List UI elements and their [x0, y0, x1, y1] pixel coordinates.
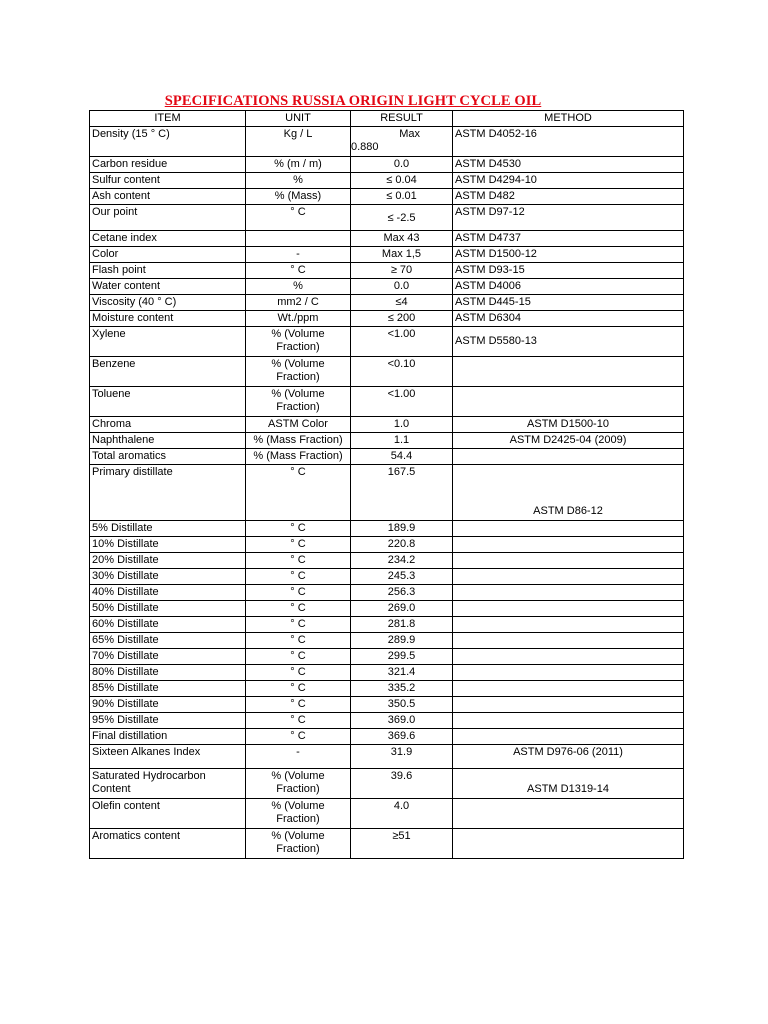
- result-cell: 299.5: [351, 649, 453, 665]
- table-row: [90, 799, 684, 829]
- table-row: [90, 537, 684, 553]
- unit-cell: %: [246, 279, 351, 295]
- item-cell: Flash point: [90, 263, 246, 279]
- method-cell: ASTM D86-12: [453, 465, 684, 521]
- table-row: [90, 829, 684, 859]
- item-cell: 65% Distillate: [90, 633, 246, 649]
- method-cell: [453, 617, 684, 633]
- header-item: ITEM: [90, 111, 246, 127]
- unit-line: Fraction): [276, 341, 320, 353]
- method-cell: ASTM D4052-16: [453, 127, 684, 157]
- item-cell: 60% Distillate: [90, 617, 246, 633]
- method-cell: [453, 729, 684, 745]
- unit-cell: Wt./ppm: [246, 311, 351, 327]
- unit-cell: %: [246, 173, 351, 189]
- method-cell: [453, 633, 684, 649]
- header-row: [90, 111, 684, 127]
- result-cell: 0.0: [351, 279, 453, 295]
- result-cell: 289.9: [351, 633, 453, 649]
- unit-line: % (Volume: [271, 388, 325, 400]
- table-row: [90, 357, 684, 387]
- item-cell: Aromatics content: [90, 829, 246, 859]
- unit-cell: Kg / L: [246, 127, 351, 157]
- method-cell: [453, 553, 684, 569]
- result-cell: <0.10: [351, 357, 453, 387]
- item-cell: Viscosity (40 ° C): [90, 295, 246, 311]
- item-cell: 80% Distillate: [90, 665, 246, 681]
- method-cell: ASTM D4737: [453, 231, 684, 247]
- result-cell: 1.0: [351, 417, 453, 433]
- unit-line: % (Volume: [271, 328, 325, 340]
- table-row: [90, 569, 684, 585]
- item-cell: Our point: [90, 205, 246, 231]
- table-row: [90, 247, 684, 263]
- result-cell: 256.3: [351, 585, 453, 601]
- result-cell: ≤ 0.04: [351, 173, 453, 189]
- result-cell: 269.0: [351, 601, 453, 617]
- unit-cell: ° C: [246, 553, 351, 569]
- item-cell: Olefin content: [90, 799, 246, 829]
- unit-cell: [246, 327, 351, 357]
- method-cell: [453, 799, 684, 829]
- result-cell: ≤ 0.01: [351, 189, 453, 205]
- unit-cell: ° C: [246, 601, 351, 617]
- header-result: RESULT: [351, 111, 453, 127]
- unit-cell: [246, 799, 351, 829]
- result-cell: <1.00: [351, 387, 453, 417]
- item-cell: Moisture content: [90, 311, 246, 327]
- unit-cell: ° C: [246, 263, 351, 279]
- item-cell: 30% Distillate: [90, 569, 246, 585]
- table-row: [90, 649, 684, 665]
- table-row: [90, 449, 684, 465]
- unit-line: Fraction): [276, 843, 320, 855]
- item-cell: Sulfur content: [90, 173, 246, 189]
- method-cell: ASTM D976-06 (2011): [453, 745, 684, 769]
- unit-cell: ° C: [246, 649, 351, 665]
- table-row: [90, 433, 684, 449]
- page-title: SPECIFICATIONS RUSSIA ORIGIN LIGHT CYCLE OIL: [164, 93, 542, 109]
- method-cell: [453, 713, 684, 729]
- table-row: [90, 745, 684, 769]
- item-cell: Final distillation: [90, 729, 246, 745]
- table-row: [90, 617, 684, 633]
- unit-cell: ° C: [246, 585, 351, 601]
- item-cell: Primary distillate: [90, 465, 246, 521]
- method-cell: ASTM D6304: [453, 311, 684, 327]
- table-row: [90, 769, 684, 799]
- result-cell: 321.4: [351, 665, 453, 681]
- result-cell: 245.3: [351, 569, 453, 585]
- table-row: [90, 205, 684, 231]
- result-cell: 335.2: [351, 681, 453, 697]
- result-cell: 167.5: [351, 465, 453, 521]
- result-cell: 4.0: [351, 799, 453, 829]
- item-cell: 10% Distillate: [90, 537, 246, 553]
- item-cell: Benzene: [90, 357, 246, 387]
- table-row: [90, 157, 684, 173]
- item-cell: [90, 769, 246, 799]
- unit-cell: ° C: [246, 537, 351, 553]
- method-cell: [453, 601, 684, 617]
- table-row: [90, 127, 684, 157]
- table-row: [90, 279, 684, 295]
- item-cell: Sixteen Alkanes Index: [90, 745, 246, 769]
- unit-cell: % (Mass Fraction): [246, 449, 351, 465]
- unit-cell: [246, 357, 351, 387]
- method-cell: ASTM D1319-14: [453, 769, 684, 799]
- method-cell: ASTM D482: [453, 189, 684, 205]
- result-cell: ≤ -2.5: [351, 205, 453, 231]
- table-row: [90, 681, 684, 697]
- method-cell: [453, 585, 684, 601]
- unit-cell: ° C: [246, 205, 351, 231]
- unit-cell: [246, 829, 351, 859]
- unit-cell: ° C: [246, 665, 351, 681]
- result-cell: <1.00: [351, 327, 453, 357]
- unit-cell: -: [246, 745, 351, 769]
- result-cell: 281.8: [351, 617, 453, 633]
- result-cell: 189.9: [351, 521, 453, 537]
- table-row: [90, 601, 684, 617]
- item-cell: Cetane index: [90, 231, 246, 247]
- unit-cell: ° C: [246, 521, 351, 537]
- item-cell: Water content: [90, 279, 246, 295]
- unit-cell: % (Mass): [246, 189, 351, 205]
- unit-line: Fraction): [276, 401, 320, 413]
- table-row: [90, 189, 684, 205]
- table-row: [90, 713, 684, 729]
- method-cell: [453, 829, 684, 859]
- item-cell: Naphthalene: [90, 433, 246, 449]
- unit-cell: % (m / m): [246, 157, 351, 173]
- result-cell: 54.4: [351, 449, 453, 465]
- unit-cell: ° C: [246, 633, 351, 649]
- result-cell: ≤4: [351, 295, 453, 311]
- result-cell: 369.6: [351, 729, 453, 745]
- unit-cell: ° C: [246, 729, 351, 745]
- method-cell: [453, 697, 684, 713]
- method-cell: ASTM D93-15: [453, 263, 684, 279]
- result-cell: 234.2: [351, 553, 453, 569]
- unit-cell: ° C: [246, 617, 351, 633]
- item-line: Content: [92, 783, 131, 795]
- method-cell: [453, 569, 684, 585]
- result-cell: 220.8: [351, 537, 453, 553]
- table-row: [90, 665, 684, 681]
- method-cell: [453, 649, 684, 665]
- method-cell: [453, 449, 684, 465]
- item-cell: Chroma: [90, 417, 246, 433]
- table-row: [90, 387, 684, 417]
- table-row: [90, 295, 684, 311]
- result-cell: ≥51: [351, 829, 453, 859]
- specifications-table: [89, 110, 684, 859]
- result-cell: 39.6: [351, 769, 453, 799]
- unit-line: Fraction): [276, 783, 320, 795]
- method-cell: [453, 521, 684, 537]
- unit-line: Fraction): [276, 371, 320, 383]
- method-cell: [453, 537, 684, 553]
- method-cell: ASTM D97-12: [453, 205, 684, 231]
- unit-cell: ° C: [246, 697, 351, 713]
- table-row: [90, 729, 684, 745]
- table-row: [90, 417, 684, 433]
- unit-cell: [246, 387, 351, 417]
- method-cell: [453, 681, 684, 697]
- unit-cell: ° C: [246, 681, 351, 697]
- result-cell: [351, 127, 453, 157]
- item-cell: Carbon residue: [90, 157, 246, 173]
- result-cell: Max 1,5: [351, 247, 453, 263]
- result-cell: 1.1: [351, 433, 453, 449]
- result-cell: 31.9: [351, 745, 453, 769]
- item-cell: Toluene: [90, 387, 246, 417]
- method-cell: ASTM D4294-10: [453, 173, 684, 189]
- method-cell: [453, 357, 684, 387]
- item-cell: 50% Distillate: [90, 601, 246, 617]
- table-row: [90, 263, 684, 279]
- item-cell: 5% Distillate: [90, 521, 246, 537]
- table-row: [90, 311, 684, 327]
- result-cell: Max 43: [351, 231, 453, 247]
- method-cell: ASTM D5580-13: [453, 327, 684, 357]
- table-row: [90, 173, 684, 189]
- method-cell: ASTM D1500-10: [453, 417, 684, 433]
- header-unit: UNIT: [246, 111, 351, 127]
- table-row: [90, 633, 684, 649]
- method-cell: ASTM D4530: [453, 157, 684, 173]
- unit-cell: ° C: [246, 713, 351, 729]
- unit-line: % (Volume: [271, 770, 325, 782]
- method-cell: ASTM D2425-04 (2009): [453, 433, 684, 449]
- item-cell: 85% Distillate: [90, 681, 246, 697]
- table-row: [90, 553, 684, 569]
- item-cell: Density (15 ° C): [90, 127, 246, 157]
- method-cell: ASTM D4006: [453, 279, 684, 295]
- table-row: [90, 697, 684, 713]
- unit-cell: % (Mass Fraction): [246, 433, 351, 449]
- unit-line: Fraction): [276, 813, 320, 825]
- result-cell: 0.0: [351, 157, 453, 173]
- unit-cell: [246, 769, 351, 799]
- table-row: [90, 465, 684, 521]
- unit-line: % (Volume: [271, 830, 325, 842]
- unit-cell: -: [246, 247, 351, 263]
- item-cell: Ash content: [90, 189, 246, 205]
- item-cell: Xylene: [90, 327, 246, 357]
- result-cell: ≤ 200: [351, 311, 453, 327]
- item-cell: Total aromatics: [90, 449, 246, 465]
- result-line: Max: [399, 128, 420, 140]
- item-cell: 40% Distillate: [90, 585, 246, 601]
- item-cell: 90% Distillate: [90, 697, 246, 713]
- result-cell: ≥ 70: [351, 263, 453, 279]
- method-cell: [453, 665, 684, 681]
- method-cell: ASTM D445-15: [453, 295, 684, 311]
- method-cell: [453, 387, 684, 417]
- table-row: [90, 521, 684, 537]
- unit-line: % (Volume: [271, 800, 325, 812]
- header-method: METHOD: [453, 111, 684, 127]
- result-line: 0.880: [351, 141, 379, 153]
- result-cell: 369.0: [351, 713, 453, 729]
- table-row: [90, 231, 684, 247]
- unit-line: % (Volume: [271, 358, 325, 370]
- unit-cell: mm2 / C: [246, 295, 351, 311]
- unit-cell: ° C: [246, 569, 351, 585]
- result-cell: 350.5: [351, 697, 453, 713]
- item-cell: 70% Distillate: [90, 649, 246, 665]
- unit-cell: ASTM Color: [246, 417, 351, 433]
- unit-cell: ° C: [246, 465, 351, 521]
- unit-cell: [246, 231, 351, 247]
- method-cell: ASTM D1500-12: [453, 247, 684, 263]
- table-row: [90, 327, 684, 357]
- item-cell: 95% Distillate: [90, 713, 246, 729]
- item-cell: Color: [90, 247, 246, 263]
- item-line: Saturated Hydrocarbon: [92, 770, 206, 782]
- item-cell: 20% Distillate: [90, 553, 246, 569]
- table-row: [90, 585, 684, 601]
